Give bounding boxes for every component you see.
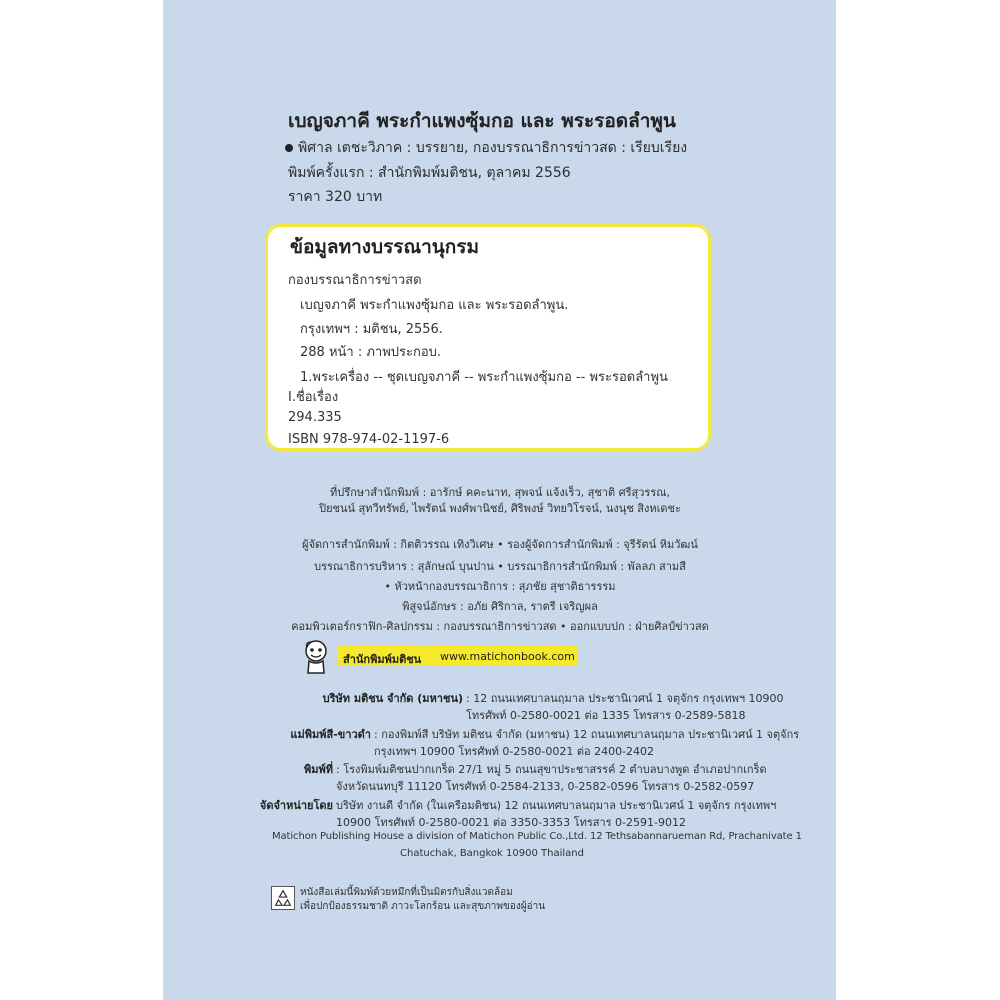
book-price-line: ราคา 320 บาท	[288, 189, 383, 205]
advisors-line-2: ปิยชนน์ สุทวีทรัพย์, ไพรัตน์ พงศ์พานิชย์, ศิริพงษ์ วิทยวิโรจน์, นงนุช สิงหเดชะ	[319, 502, 681, 515]
bullet-icon	[285, 144, 293, 152]
cip-imprint: กรุงเทพฯ : มติชน, 2556.	[300, 322, 443, 337]
book-author-text: พิศาล เตชะวิภาค : บรรยาย, กองบรรณาธิการข่าวสด : เรียบเรียง	[298, 140, 688, 156]
eco-line-1: หนังสือเล่มนี้พิมพ์ด้วยหมึกที่เป็นมิตรกับสิ่งแวดล้อม	[300, 887, 513, 898]
imprint-english-line-2: Chatuchak, Bangkok 10900 Thailand	[400, 848, 584, 859]
cip-classification: 294.335	[288, 410, 342, 425]
cip-author: กองบรรณาธิการข่าวสด	[288, 273, 422, 288]
cip-pages: 288 หน้า : ภาพประกอบ.	[300, 345, 442, 360]
imprint-print-text-1: : โรงพิมพ์มติชนปากเกร็ด 27/1 หมู่ 5 ถนนสุขาประชาสรรค์ 2 ตำบลบางพูด อำเภอปากเกร็ด	[336, 763, 767, 776]
imprint-company-text-1: : 12 ถนนเทศบาลนฤมาล ประชานิเวศน์ 1 จตุจักร กรุงเทพฯ 10900	[466, 692, 784, 705]
eco-line-2: เพื่อปกป้องธรรมชาติ ภาวะโลกร้อน และสุขภาพของผู้อ่าน	[300, 901, 546, 912]
imprint-dist-text-1: บริษัท งานดี จำกัด (ในเครือมติชน) 12 ถนนเทศบาลนฤมาล ประชานิเวศน์ 1 จตุจักร กรุงเทพฯ	[336, 799, 777, 812]
book-title: เบญจภาคี พระกำแพงซุ้มกอ และ พระรอดลำพูน	[288, 110, 676, 132]
staff-line-4: พิสูจน์อักษร : อภัย ศิริกาล, ราตรี เจริญผล	[402, 600, 598, 613]
imprint-company-label: บริษัท มติชน จำกัด (มหาชน)	[322, 692, 463, 705]
cip-title-entry: I.ชื่อเรื่อง	[288, 390, 339, 405]
staff-line-2: บรรณาธิการบริหาร : สุลักษณ์ บุนปาน • บรรณาธิการสำนักพิมพ์ : พัลลภ สามสี	[314, 560, 686, 573]
cip-heading: ข้อมูลทางบรรณานุกรม	[290, 236, 480, 258]
cip-title: เบญจภาคี พระกำแพงซุ้มกอ และ พระรอดลำพูน.	[300, 298, 569, 313]
staff-line-3: • หัวหน้ากองบรรณาธิการ : สุภชัย สุชาติธารรรม	[384, 580, 616, 593]
imprint-company-text-2: โทรศัพท์ 0-2580-0021 ต่อ 1335 โทรสาร 0-2589-5818	[466, 709, 746, 722]
imprint-plate-text-2: กรุงเทพฯ 10900 โทรศัพท์ 0-2580-0021 ต่อ 2400-2402	[374, 745, 655, 758]
imprint-plate-text-1: : กองพิมพ์สี บริษัท มติชน จำกัด (มหาชน) 12 ถนนเทศบาลนฤมาล ประชานิเวศน์ 1 จตุจักร	[374, 728, 800, 741]
advisors-line-1: ที่ปรึกษาสำนักพิมพ์ : อารักษ์ คคะนาท, สุพจน์ แจ้งเร็ว, สุชาติ ศรีสุวรรณ,	[330, 486, 670, 499]
matichon-mascot-icon	[299, 638, 333, 676]
book-edition-line: พิมพ์ครั้งแรก : สำนักพิมพ์มติชน, ตุลาคม 2556	[288, 165, 571, 181]
imprint-print-text-2: จังหวัดนนทบุรี 11120 โทรศัพท์ 0-2584-2133, 0-2582-0596 โทรสาร 0-2582-0597	[336, 780, 755, 793]
imprint-print-label: พิมพ์ที่	[303, 763, 333, 776]
cip-subjects: 1.พระเครื่อง -- ชุดเบญจภาคี -- พระกำแพงซุ้มกอ -- พระรอดลำพูน	[300, 370, 668, 385]
imprint-dist-label: จัดจำหน่ายโดย	[259, 799, 333, 812]
imprint-plate-label: แม่พิมพ์สี-ขาวดำ	[290, 728, 371, 741]
cip-isbn: ISBN 978-974-02-1197-6	[288, 432, 450, 447]
publisher-url[interactable]: www.matichonbook.com	[440, 650, 575, 663]
imprint-dist-text-2: 10900 โทรศัพท์ 0-2580-0021 ต่อ 3350-3353 โทรสาร 0-2591-9012	[336, 816, 686, 829]
publisher-name: สำนักพิมพ์มติชน	[343, 653, 422, 666]
book-author-line	[285, 137, 687, 159]
staff-line-1: ผู้จัดการสำนักพิมพ์ : กิตติวรรณ เทิงวิเศษ • รองผู้จัดการสำนักพิมพ์ : จุรีรัตน์ หิมวัฒน์	[302, 538, 698, 551]
imprint-english-line-1: Matichon Publishing House a division of Matichon Public Co.,Ltd. 12 Tethsabannarueman Rd, Prachanivate 1	[272, 831, 802, 842]
staff-line-5: คอมพิวเตอร์กราฟิก-ศิลปกรรม : กองบรรณาธิการข่าวสด • ออกแบบปก : ฝ่ายศิลป์ข่าวสด	[291, 620, 709, 633]
recycle-leaf-icon	[271, 886, 295, 910]
